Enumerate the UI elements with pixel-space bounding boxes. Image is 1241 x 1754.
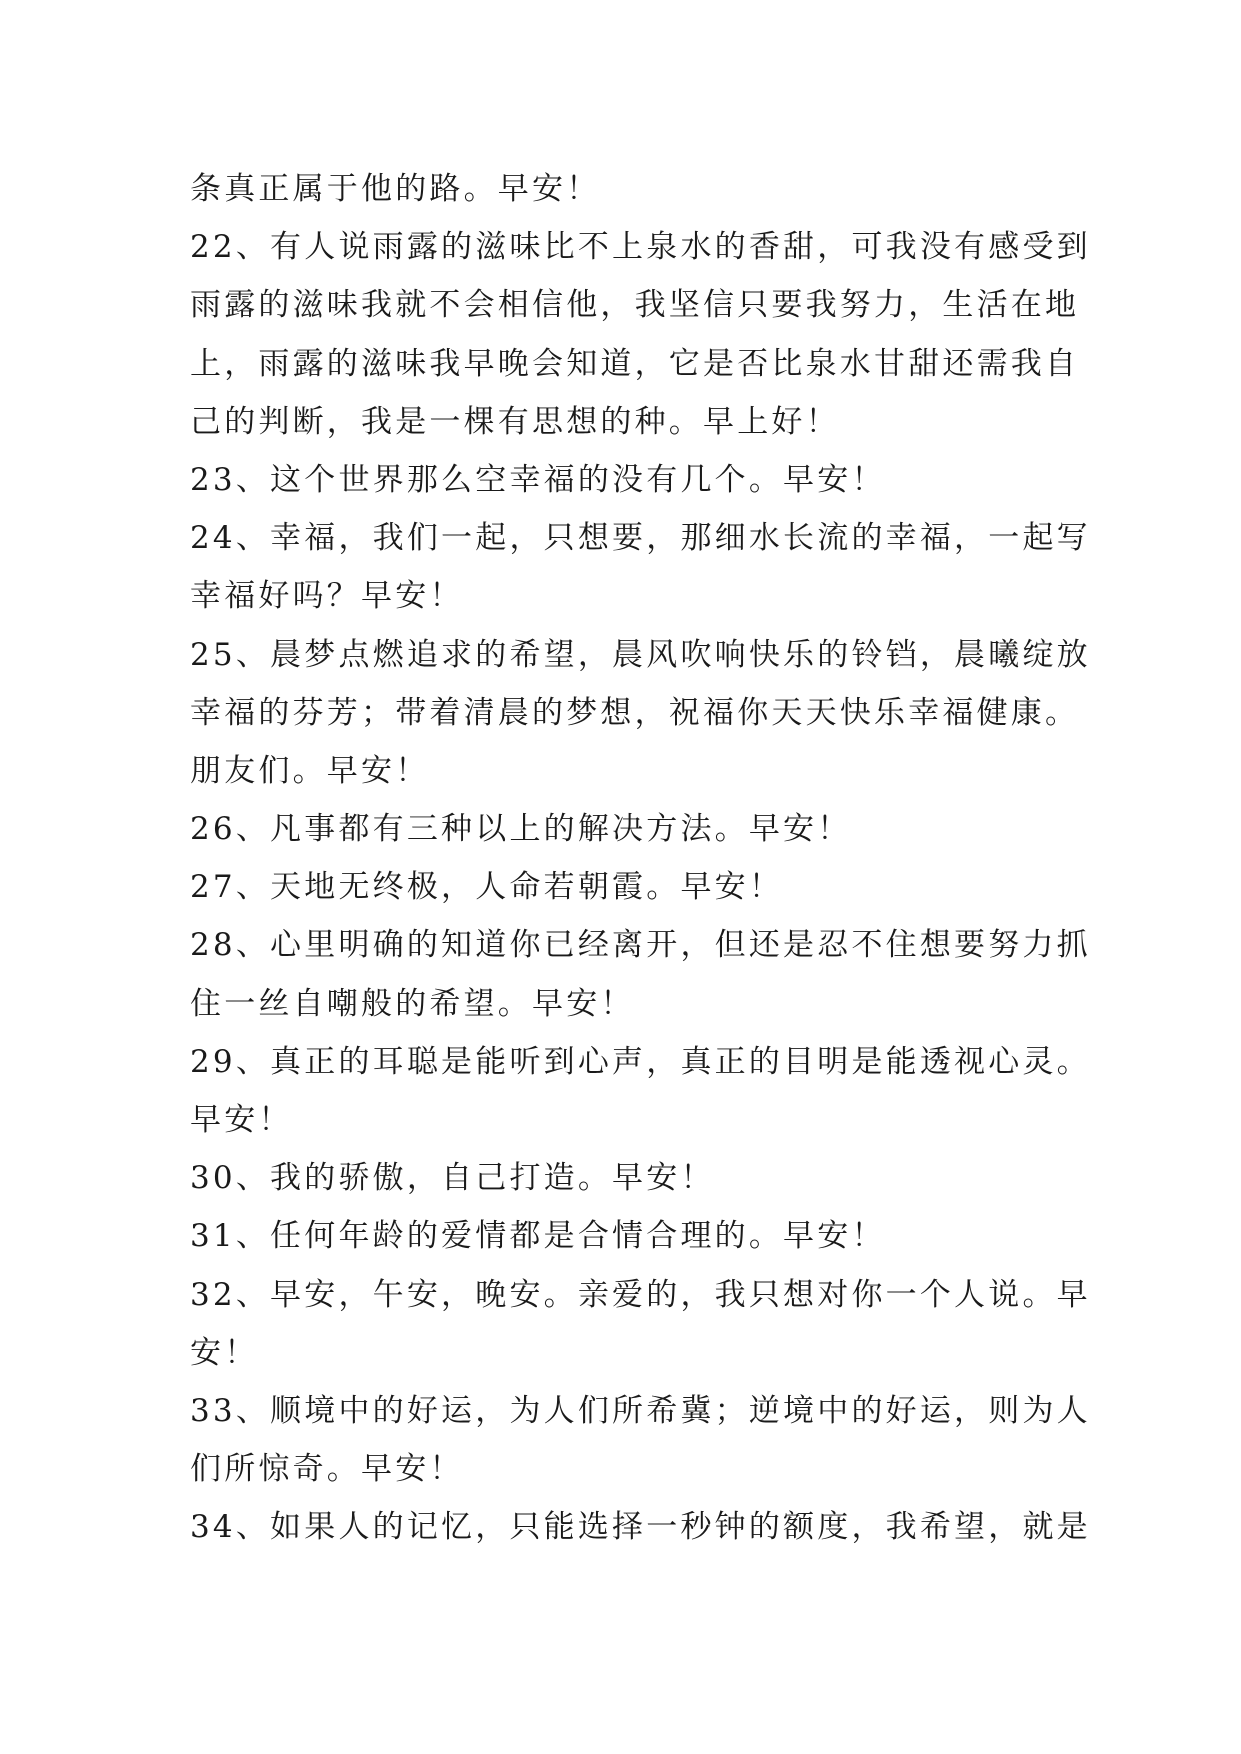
text-line: 上，雨露的滋味我早晚会知道，它是否比泉水甘甜还需我自	[190, 345, 1080, 382]
text-line: 34、如果人的记忆，只能选择一秒钟的额度，我希望，就是	[190, 1509, 1091, 1546]
document-body	[190, 160, 1091, 1557]
text-line: 安！	[190, 1334, 259, 1371]
text-line: 朋友们。早安！	[190, 752, 430, 789]
text-line: 幸福的芬芳；带着清晨的梦想，祝福你天天快乐幸福健康。	[190, 694, 1080, 731]
text-line: 雨露的滋味我就不会相信他，我坚信只要我努力，生活在地	[190, 287, 1080, 324]
text-line: 幸福好吗？早安！	[190, 578, 464, 615]
text-line: 22、有人说雨露的滋味比不上泉水的香甜，可我没有感受到	[190, 229, 1091, 266]
text-line: 31、任何年龄的爱情都是合情合理的。早安！	[190, 1218, 886, 1255]
text-line: 26、凡事都有三种以上的解决方法。早安！	[190, 811, 852, 848]
text-line: 住一丝自嘲般的希望。早安！	[190, 985, 635, 1022]
text-line: 己的判断，我是一棵有思想的种。早上好！	[190, 403, 840, 440]
text-line: 23、这个世界那么空幸福的没有几个。早安！	[190, 461, 886, 498]
text-line: 33、顺境中的好运，为人们所希冀；逆境中的好运，则为人	[190, 1392, 1091, 1429]
text-line: 们所惊奇。早安！	[190, 1451, 464, 1488]
text-line: 25、晨梦点燃追求的希望，晨风吹响快乐的铃铛，晨曦绽放	[190, 636, 1091, 673]
text-line: 29、真正的耳聪是能听到心声，真正的目明是能透视心灵。	[190, 1043, 1091, 1080]
text-line: 24、幸福，我们一起，只想要，那细水长流的幸福，一起写	[190, 520, 1091, 557]
text-line: 30、我的骄傲，自己打造。早安！	[190, 1160, 715, 1197]
text-line: 32、早安，午安，晚安。亲爱的，我只想对你一个人说。早	[190, 1276, 1091, 1313]
text-line: 早安！	[190, 1102, 293, 1138]
text-line: 27、天地无终极，人命若朝霞。早安！	[190, 869, 784, 906]
text-line: 条真正属于他的路。早安！	[190, 171, 601, 207]
text-line: 28、心里明确的知道你已经离开，但还是忍不住想要努力抓	[190, 927, 1091, 964]
